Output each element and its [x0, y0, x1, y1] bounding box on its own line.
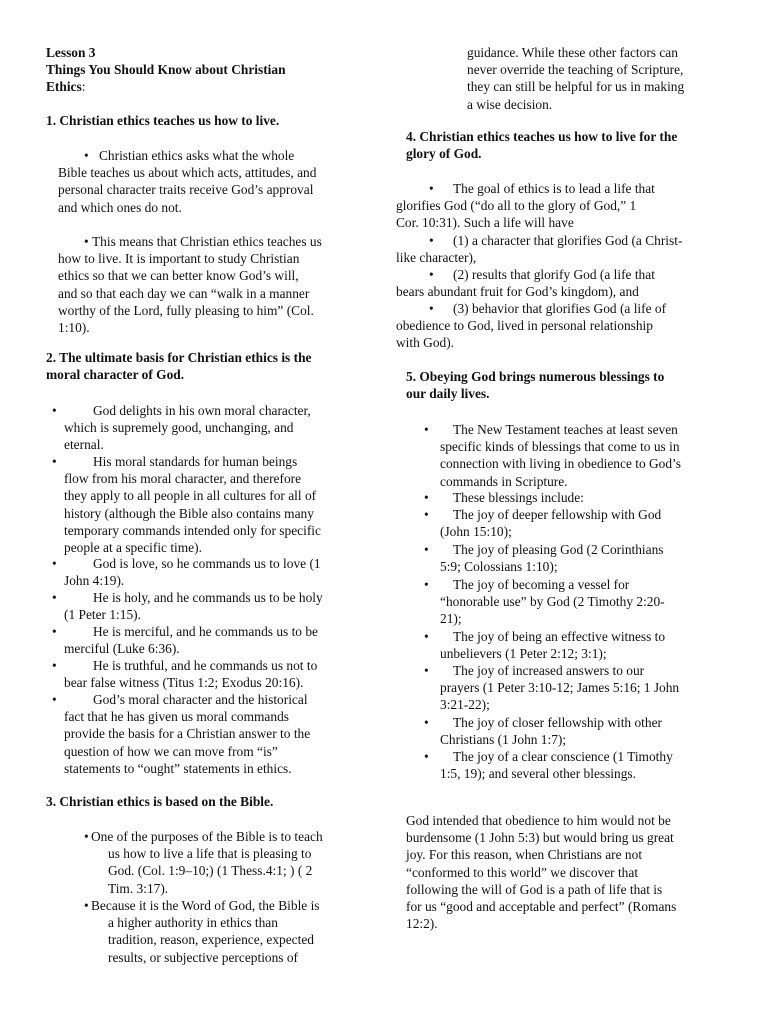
s4-item-2: [396, 232, 682, 266]
s2-b1-l2: which is supremely good, unchanging, and: [64, 420, 294, 436]
bullet-dot: •: [52, 692, 57, 707]
title-line-2-wrap: [46, 78, 85, 95]
bullet-dot: •: [424, 542, 429, 557]
s1-b2-l1: This means that Christian ethics teaches us: [92, 234, 322, 249]
s2-item-6: [52, 657, 318, 691]
conclusion-l7: 12:2).: [406, 916, 438, 932]
bullet-dot: •: [52, 556, 57, 571]
bullet-dot: •: [84, 148, 89, 163]
section-4-heading-l2: glory of God.: [406, 146, 482, 161]
s1-b2-l6: 1:10).: [58, 320, 90, 336]
s3-b1-l1: One of the purposes of the Bible is to teach: [91, 829, 323, 844]
s5-item-1: [424, 421, 681, 490]
s5-b1-l1: The New Testament teaches at least seven: [453, 422, 678, 437]
bullet-dot: •: [424, 577, 429, 592]
section-5-heading-l2: our daily lives.: [406, 386, 490, 401]
s2-b2-l4: history (although the Bible also contains many: [64, 505, 314, 521]
s5-item-2: [424, 489, 584, 506]
s5-b9-l2: 1:5, 19); and several other blessings.: [440, 766, 636, 782]
conclusion-l4: “conformed to this world” we discover that: [406, 864, 639, 880]
s2-b1-l3: eternal.: [64, 437, 104, 453]
s5-b6-l1: The joy of being an effective witness to: [453, 629, 666, 644]
conclusion-paragraph: [406, 812, 676, 932]
s4-b3-l1: (2) results that glorify God (a life that: [453, 267, 655, 282]
s4-b2-l1: (1) a character that glorifies God (a Christ-: [453, 233, 683, 248]
conclusion-l3: joy. For this reason, when Christians are not: [406, 847, 643, 863]
s1-b1-l1: Christian ethics asks what the whole: [99, 148, 295, 163]
s4-b3-l2: bears abundant fruit for God’s kingdom), and: [396, 284, 639, 300]
conclusion-l5: following the will of God is a path of life that is: [406, 881, 663, 897]
s5-b7-l1: The joy of increased answers to our: [453, 663, 645, 678]
s3-b1-l4: Tim. 3:17).: [108, 880, 169, 896]
s5-item-3: [424, 506, 662, 540]
s3-continued: [467, 44, 684, 113]
bullet-dot: •: [52, 403, 57, 418]
s5-b7-l2: prayers (1 Peter 3:10-12; James 5:16; 1 John: [440, 680, 680, 696]
s5-b8-l1: The joy of closer fellowship with other: [453, 715, 662, 730]
s5-item-6: [424, 628, 666, 662]
bullet-dot: •: [424, 629, 429, 644]
section-2-heading-l2: moral character of God.: [46, 367, 185, 382]
lesson-label: Lesson 3: [46, 45, 96, 60]
title-colon: :: [81, 79, 86, 94]
title-line-2: Ethics: [46, 79, 82, 94]
s5-b5-l1: The joy of becoming a vessel for: [453, 577, 630, 592]
s5-b6-l2: unbelievers (1 Peter 2:12; 3:1);: [440, 646, 607, 662]
section-1-heading: 1. Christian ethics teaches us how to live.: [46, 113, 280, 128]
s5-b4-l2: 5:9; Colossians 1:10);: [440, 559, 558, 575]
s2-b2-l6: people at a specific time).: [64, 540, 202, 556]
s4-item-3: [396, 266, 655, 300]
s5-b2-l1: These blessings include:: [453, 490, 584, 505]
title-line-1: Things You Should Know about Christian: [46, 62, 286, 77]
s5-b1-l3: connection with living in obedience to God’s: [440, 456, 681, 472]
conclusion-l2: burdensome (1 John 5:3) but would bring us great: [406, 830, 674, 846]
s2-b2-l2: flow from his moral character, and therefore: [64, 471, 302, 487]
bullet-dot: •: [52, 658, 57, 673]
s3-item-2: [84, 897, 320, 966]
s3-b2-l1: Because it is the Word of God, the Bible is: [91, 898, 320, 913]
s2-b2-l1: His moral standards for human beings: [93, 454, 298, 469]
bullet-dot: •: [429, 181, 434, 196]
s2-b7-l4: question of how we can move from “is”: [64, 743, 278, 759]
s5-b3-l1: The joy of deeper fellowship with God: [453, 507, 662, 522]
s5-b7-l3: 3:21-22);: [440, 697, 490, 713]
s2-item-7: [52, 691, 311, 777]
s5-b9-l1: The joy of a clear conscience (1 Timothy: [453, 749, 673, 764]
s2-b6-l1: He is truthful, and he commands us not to: [93, 658, 318, 673]
s4-item-1: [396, 180, 655, 232]
s2-b7-l2: fact that he has given us moral commands: [64, 709, 289, 725]
bullet-dot: •: [84, 898, 89, 913]
s5-item-5: [424, 576, 665, 628]
s5-item-4: [424, 541, 664, 575]
s3-b1-l3: God. (Col. 1:9–10;) (1 Thess.4:1; ) ( 2: [108, 863, 313, 879]
s1-b2-l3: ethics so that we can better know God’s will,: [58, 268, 299, 284]
s2-item-1: [52, 402, 311, 454]
s5-b4-l1: The joy of pleasing God (2 Corinthians: [453, 542, 664, 557]
s5-item-9: [424, 748, 673, 782]
s2-b3-l1: God is love, so he commands us to love (1: [93, 556, 321, 571]
s5-b3-l2: (John 15:10);: [440, 524, 512, 540]
bullet-dot: •: [52, 624, 57, 639]
s4-b1-l1: The goal of ethics is to lead a life that: [453, 181, 655, 196]
s2-item-4: [52, 589, 323, 623]
bullet-dot: •: [424, 715, 429, 730]
bullet-dot: •: [84, 234, 89, 249]
s2-b3-l2: John 4:19).: [64, 573, 125, 589]
s5-b8-l2: Christians (1 John 1:7);: [440, 732, 567, 748]
s2-b6-l2: bear false witness (Titus 1:2; Exodus 20:16).: [64, 675, 304, 691]
s2-b2-l5: temporary commands intended only for specific: [64, 522, 321, 538]
s2-b7-l5: statements to “ought” statements in ethics.: [64, 760, 292, 776]
s4-b2-l2: like character),: [396, 250, 477, 266]
s2-b4-l1: He is holy, and he commands us to be holy: [93, 590, 323, 605]
s1-b1-l3: personal character traits receive God’s approval: [58, 182, 314, 198]
bullet-dot: •: [424, 507, 429, 522]
bullet-dot: •: [424, 663, 429, 678]
bullet-dot: •: [429, 233, 434, 248]
conclusion-l1: God intended that obedience to him would not be: [406, 813, 671, 828]
s2-item-3: [52, 555, 321, 589]
bullet-dot: •: [84, 829, 89, 844]
section-4-heading-l1: 4. Christian ethics teaches us how to live for the: [406, 129, 678, 144]
s2-b7-l3: provide the basis for a Christian answer to the: [64, 726, 311, 742]
s1-b2-l4: and so that each day we can “walk in a manner: [58, 285, 310, 301]
section-3-heading: 3. Christian ethics is based on the Bible.: [46, 794, 274, 809]
section-2-heading-l1: 2. The ultimate basis for Christian ethics is the: [46, 350, 312, 365]
s1-item-2: [58, 233, 322, 336]
s3-b1-l2: us how to live a life that is pleasing to: [108, 846, 312, 862]
s2-item-2: [52, 453, 321, 556]
s4-b4-l2: obedience to God, lived in personal relationship: [396, 318, 653, 334]
bullet-dot: •: [52, 590, 57, 605]
s5-item-8: [424, 714, 662, 748]
s5-b5-l2: “honorable use” by God (2 Timothy 2:20-: [440, 594, 665, 610]
s4-b1-l3: Cor. 10:31). Such a life will have: [396, 215, 574, 231]
s1-b2-l2: how to live. It is important to study Christian: [58, 251, 300, 267]
s5-b1-l2: specific kinds of blessings that come to us in: [440, 439, 680, 455]
s1-b2-l5: worthy of the Lord, fully pleasing to him” (Col.: [58, 302, 314, 318]
s2-b2-l3: they apply to all people in all cultures for all of: [64, 488, 317, 504]
bullet-dot: •: [52, 454, 57, 469]
s2-b5-l2: merciful (Luke 6:36).: [64, 641, 180, 657]
s3-b2-l2: a higher authority in ethics than: [108, 915, 278, 931]
s3-cont-l2: never override the teaching of Scripture,: [467, 62, 684, 78]
s5-b1-l4: commands in Scripture.: [440, 473, 568, 489]
s2-b5-l1: He is merciful, and he commands us to be: [93, 624, 318, 639]
bullet-dot: •: [424, 749, 429, 764]
bullet-dot: •: [424, 422, 429, 437]
s3-b2-l3: tradition, reason, experience, expected: [108, 932, 314, 948]
s4-b4-l3: with God).: [396, 335, 455, 351]
s2-b7-l1: God’s moral character and the historical: [93, 692, 308, 707]
s1-item-1: [58, 147, 316, 216]
s1-b1-l4: and which ones do not.: [58, 199, 182, 215]
s4-item-4: [396, 300, 666, 352]
s3-item-1: [84, 828, 323, 897]
s3-b2-l4: results, or subjective perceptions of: [108, 949, 299, 965]
s3-cont-l3: they can still be helpful for us in making: [467, 79, 685, 95]
s3-cont-l1: guidance. While these other factors can: [467, 45, 678, 60]
s4-b4-l1: (3) behavior that glorifies God (a life of: [453, 301, 667, 316]
section-5-heading-l1: 5. Obeying God brings numerous blessings to: [406, 369, 665, 384]
s5-b5-l3: 21);: [440, 611, 462, 627]
s2-b1-l1: God delights in his own moral character,: [93, 403, 311, 418]
bullet-dot: •: [424, 490, 429, 505]
s2-b4-l2: (1 Peter 1:15).: [64, 607, 141, 623]
s5-item-7: [424, 662, 680, 714]
s1-b1-l2: Bible teaches us about which acts, attitudes, and: [58, 165, 317, 181]
bullet-dot: •: [429, 301, 434, 316]
bullet-dot: •: [429, 267, 434, 282]
s2-item-5: [52, 623, 318, 657]
s4-b1-l2: glorifies God (“do all to the glory of God,” 1: [396, 198, 637, 214]
conclusion-l6: for us “good and acceptable and perfect” (Romans: [406, 899, 677, 915]
s3-cont-l4: a wise decision.: [467, 96, 553, 112]
